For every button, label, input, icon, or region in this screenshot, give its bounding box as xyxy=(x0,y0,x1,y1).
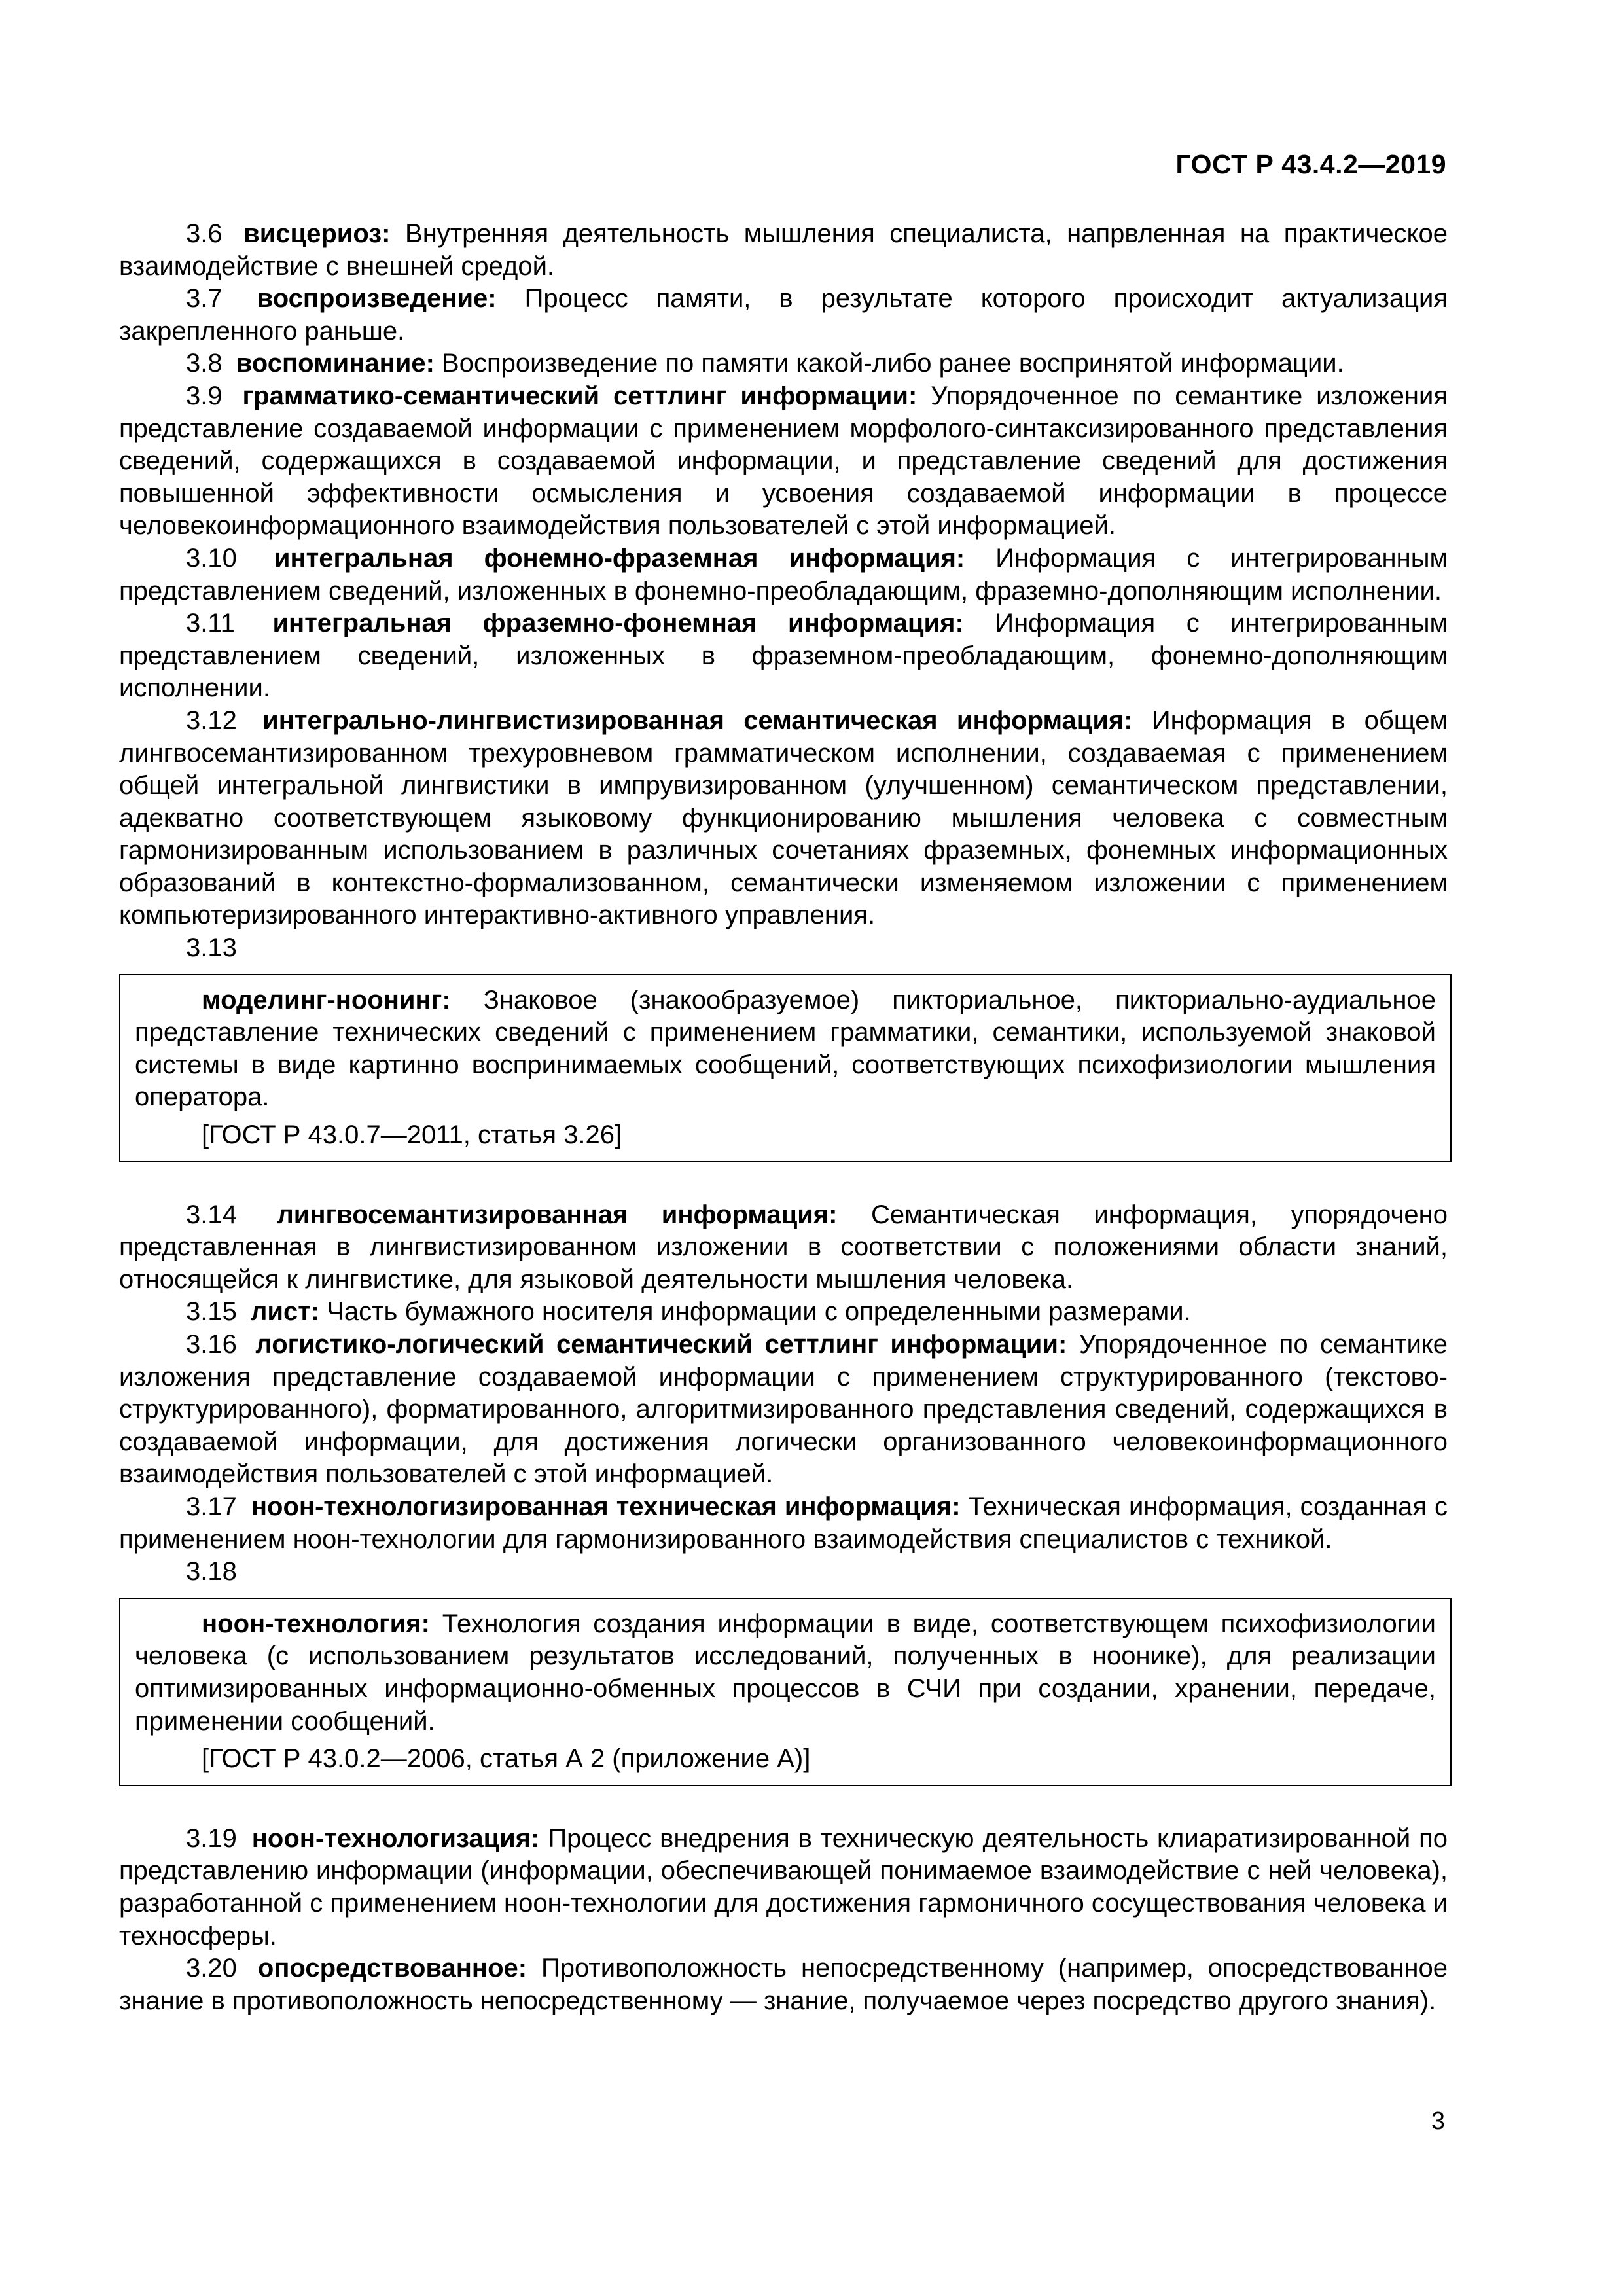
entry-term: воспроизведение: xyxy=(257,284,497,314)
entry-number: 3.10 xyxy=(186,543,237,573)
entry-term: интегрально-лингвистизированная семантическая информация: xyxy=(262,706,1133,735)
entry-number: 3.6 xyxy=(186,219,223,248)
entry-number: 3.8 xyxy=(186,349,223,378)
entry-text: Знаковое (знакообразуемое) пикториальное, пикториально-аудиальное представление технических сведений с применением грамматики, семантики, используемой знаковой системы в виде картинно воспринимаемых сообщений, соответствующих психофизиологии мышления оператора. xyxy=(135,985,1436,1112)
entry-number: 3.20 xyxy=(186,1954,237,1983)
definition-3-6 xyxy=(119,218,1448,283)
document-header: ГОСТ Р 43.4.2—2019 xyxy=(1175,149,1446,179)
entry-term: ноон-технологизация: xyxy=(251,1823,540,1853)
definition-3-18-source: [ГОСТ Р 43.0.2—2006, статья А 2 (приложение А)] xyxy=(202,1744,811,1774)
definition-3-13-source: [ГОСТ Р 43.0.7—2011, статья 3.26] xyxy=(202,1121,622,1150)
definition-3-20 xyxy=(119,1952,1448,2017)
definition-3-18 xyxy=(135,1608,1436,1738)
entry-term: лист: xyxy=(250,1297,320,1327)
entry-text: Воспроизведение по памяти какой-либо ранее воспринятой информации. xyxy=(442,349,1344,378)
entry-text: Процесс памяти, в результате которого происходит актуализация закрепленного раньше. xyxy=(119,284,1448,346)
entry-term: ноон-технологизированная техническая информация: xyxy=(251,1492,961,1521)
entry-text: Упорядоченное по семантике изложения представление создаваемой информации с применением структурированного (текстово-структурированного), форматированного, алгоритмизированного представления сведений, содержащихся в создаваемой информации, для достижения логически организованного человекоинформационного взаимодействия пользователей с этой информацией. xyxy=(119,1330,1448,1489)
entry-term: висцериоз: xyxy=(243,219,391,248)
entry-text: Информация с интегрированным представлением сведений, изложенных в фонемно-преобладающим, фраземно-дополняющим исполнении. xyxy=(119,543,1448,605)
definition-3-13 xyxy=(135,984,1436,1114)
entry-term: моделинг-ноонинг: xyxy=(202,985,451,1014)
definition-3-17 xyxy=(119,1491,1448,1556)
entry-number: 3.12 xyxy=(186,706,237,735)
document-body xyxy=(119,218,1448,2017)
entry-text: Технология создания информации в виде, соответствующем психофизиологии человека (с использованием результатов исследований, полученных в ноонике), для реализации оптимизированных информационно-обменных процессов в СЧИ при создании, хранении, передаче, применении сообщений. xyxy=(135,1609,1436,1736)
entry-term: ноон-технология: xyxy=(202,1609,430,1638)
definition-3-18-number: 3.18 xyxy=(186,1557,237,1587)
entry-text: Техническая информация, созданная с применением ноон-технологии для гармонизированного взаимодействия специалистов с техникой. xyxy=(119,1492,1448,1554)
entry-term: воспоминание: xyxy=(236,349,435,378)
entry-number: 3.17 xyxy=(186,1492,237,1521)
entry-term: интегральная фонемно-фраземная информация: xyxy=(274,543,965,573)
definition-3-10 xyxy=(119,543,1448,607)
definition-3-14 xyxy=(119,1199,1448,1297)
entry-text: Информация в общем лингвосемантизированном трехуровневом грамматическом исполнении, создаваемая с применением общей интегральной лингвистики в импрувизированном (улучшенном) семантическом представлении, адекватно соответствующем языковому функционированию мышления человека с совместным гармонизированным использованием в различных сочетаниях фраземных, фонемных информационных образований в контекстно-формализованном, семантически изменяемом изложении с применением компьютеризированного интерактивно-активного управления. xyxy=(119,706,1448,930)
definition-3-13-box xyxy=(119,974,1452,1162)
entry-text: Упорядоченное по семантике изложения представление создаваемой информации с применением морфолого-синтаксизированного представления сведений, содержащихся в создаваемой информации, и представление сведений для достижения повышенной эффективности осмысления и усвоения создаваемой информации в процессе человекоинформационного взаимодействия пользователей с этой информацией. xyxy=(119,381,1448,541)
spacer xyxy=(119,1786,1448,1823)
entry-number: 3.7 xyxy=(186,284,223,314)
entry-term: логистико-логический семантический сеттлинг информации: xyxy=(255,1330,1067,1359)
definition-3-11 xyxy=(119,607,1448,705)
entry-text: Противоположность непосредственному (например, опосредствованное знание в противоположность непосредственному — знание, получаемое через посредство другого знания). xyxy=(119,1954,1448,2015)
entry-text: Часть бумажного носителя информации с определенными размерами. xyxy=(327,1297,1191,1327)
entry-number: 3.11 xyxy=(186,609,235,638)
definition-3-19 xyxy=(119,1823,1448,1952)
definition-3-13-number: 3.13 xyxy=(186,933,237,963)
page-number: 3 xyxy=(1431,2108,1445,2135)
definition-3-8 xyxy=(119,348,1448,380)
entry-term: опосредствованное: xyxy=(257,1954,527,1983)
entry-text: Внутренняя деятельность мышления специалиста, напрвленная на практическое взаимодействие с внешней средой. xyxy=(119,219,1448,281)
spacer xyxy=(119,1162,1448,1199)
entry-number: 3.9 xyxy=(186,381,223,410)
entry-term: интегральная фраземно-фонемная информация: xyxy=(272,609,964,638)
entry-text: Процесс внедрения в техническую деятельность клиаратизированной по представлению информации (информации, обеспечивающей понимаемое взаимодействие с ней человека), разработанной с применением ноон-технологии для достижения гармоничного сосуществования человека и техносферы. xyxy=(119,1823,1448,1950)
definition-3-9 xyxy=(119,380,1448,543)
entry-text: Семантическая информация, упорядочено представленная в лингвистизированном изложении в соответствии с положениями области знаний, относящейся к лингвистике, для языковой деятельности мышления человека. xyxy=(119,1200,1448,1294)
entry-text: Информация с интегрированным представлением сведений, изложенных в фраземном-преобладающим, фонемно-дополняющим исполнении. xyxy=(119,609,1448,703)
definition-3-15 xyxy=(119,1296,1448,1329)
definition-3-16 xyxy=(119,1329,1448,1491)
entry-number: 3.19 xyxy=(186,1823,237,1853)
entry-term: грамматико-семантический сеттлинг информации: xyxy=(242,381,918,410)
definition-3-18-box xyxy=(119,1598,1452,1786)
entry-number: 3.14 xyxy=(186,1200,237,1229)
entry-term: лингвосемантизированная информация: xyxy=(277,1200,838,1229)
entry-number: 3.15 xyxy=(186,1297,237,1327)
definition-3-7 xyxy=(119,283,1448,348)
entry-number: 3.16 xyxy=(186,1330,237,1359)
definition-3-12 xyxy=(119,705,1448,932)
